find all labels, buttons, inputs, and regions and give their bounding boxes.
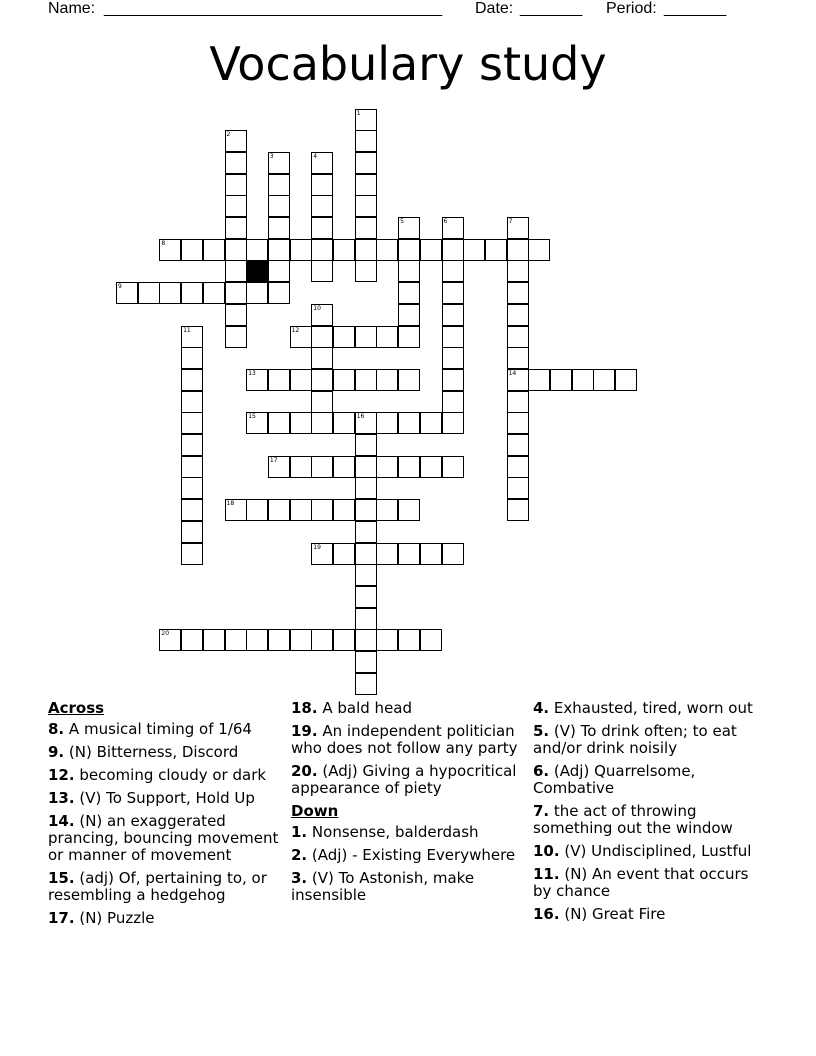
clue-item: [48, 790, 280, 807]
clue-number: 18.: [291, 699, 318, 717]
grid-cell[interactable]: [398, 326, 420, 348]
grid-cell[interactable]: [246, 239, 268, 261]
grid-cell[interactable]: [181, 456, 203, 478]
grid-cell[interactable]: [507, 499, 529, 521]
clue-number: 8.: [48, 720, 65, 738]
grid-cell[interactable]: [485, 239, 507, 261]
date-label: Date:: [475, 0, 514, 17]
grid-cell[interactable]: [398, 304, 420, 326]
clues-column-1: [48, 700, 280, 933]
page-title: Vocabulary study: [209, 37, 607, 91]
grid-cell[interactable]: [311, 391, 333, 413]
clue-item: [48, 813, 280, 864]
grid-cell[interactable]: [398, 543, 420, 565]
grid-cell[interactable]: [268, 152, 290, 174]
grid-cell[interactable]: [593, 369, 615, 391]
clue-number: 4.: [533, 699, 550, 717]
clue-number: 1.: [291, 823, 308, 841]
grid-cell[interactable]: [311, 543, 333, 565]
grid-cell[interactable]: [507, 239, 529, 261]
grid-cell[interactable]: [311, 174, 333, 196]
grid-cell[interactable]: [225, 326, 247, 348]
clue-text: (Adj) Quarrelsome, Combative: [533, 762, 696, 797]
grid-cell[interactable]: [355, 174, 377, 196]
grid-cell[interactable]: [181, 543, 203, 565]
grid-cell[interactable]: [442, 304, 464, 326]
clue-number: 13.: [48, 789, 75, 807]
grid-cell[interactable]: [268, 282, 290, 304]
grid-cell[interactable]: [442, 326, 464, 348]
grid-cell[interactable]: [507, 347, 529, 369]
grid-cell[interactable]: [398, 217, 420, 239]
clue-text: (V) To Support, Hold Up: [79, 789, 255, 807]
grid-cell[interactable]: [420, 629, 442, 651]
grid-cell[interactable]: [442, 282, 464, 304]
grid-cell[interactable]: [507, 477, 529, 499]
grid-cell[interactable]: [550, 369, 572, 391]
grid-cell[interactable]: [355, 260, 377, 282]
clues-column-3: [533, 700, 765, 929]
grid-cell[interactable]: [181, 239, 203, 261]
grid-cell[interactable]: [507, 456, 529, 478]
grid-cell[interactable]: [355, 456, 377, 478]
clue-item: [291, 700, 523, 717]
clue-text: (N) Puzzle: [79, 909, 155, 927]
clue-text: (adj) Of, pertaining to, or resembling a hedgehog: [48, 869, 267, 904]
cell-number: 8: [161, 239, 166, 247]
clue-text: A bald head: [322, 699, 413, 717]
grid-cell[interactable]: [290, 629, 312, 651]
grid-cell[interactable]: [420, 543, 442, 565]
clue-item: [48, 744, 280, 761]
across-heading: Across: [48, 699, 105, 717]
grid-cell[interactable]: [290, 239, 312, 261]
clue-text: the act of throwing something out the window: [533, 802, 733, 837]
grid-cell[interactable]: [507, 412, 529, 434]
clue-number: 19.: [291, 722, 318, 740]
clue-text: (N) Great Fire: [564, 905, 666, 923]
clue-text: (N) Bitterness, Discord: [68, 743, 239, 761]
grid-cell[interactable]: [355, 477, 377, 499]
grid-cell[interactable]: [225, 499, 247, 521]
clue-number: 6.: [533, 762, 550, 780]
down-heading: Down: [291, 802, 339, 820]
grid-cell[interactable]: [398, 629, 420, 651]
grid-cell[interactable]: [290, 456, 312, 478]
grid-cell[interactable]: [507, 434, 529, 456]
grid-cell[interactable]: [246, 629, 268, 651]
clue-text: An independent politician who does not follow any party: [291, 722, 518, 757]
cell-number: 5: [400, 218, 404, 225]
grid-cell[interactable]: [268, 629, 290, 651]
grid-cell[interactable]: [290, 326, 312, 348]
grid-cell[interactable]: [507, 282, 529, 304]
grid-cell[interactable]: [290, 412, 312, 434]
grid-cell[interactable]: [333, 369, 355, 391]
grid-cell[interactable]: [442, 543, 464, 565]
grid-cell[interactable]: [355, 608, 377, 630]
grid-cell[interactable]: [311, 499, 333, 521]
grid-cell[interactable]: [181, 434, 203, 456]
grid-cell[interactable]: [225, 174, 247, 196]
name-field[interactable]: ______________________________________: [104, 0, 443, 17]
name-label: Name:: [48, 0, 96, 17]
grid-cell[interactable]: [311, 347, 333, 369]
grid-cell[interactable]: [311, 412, 333, 434]
clue-text: (V) Undisciplined, Lustful: [564, 842, 752, 860]
grid-cell[interactable]: [355, 543, 377, 565]
grid-cell[interactable]: [311, 456, 333, 478]
grid-cell[interactable]: [507, 369, 529, 391]
grid-cell[interactable]: [333, 239, 355, 261]
grid-cell[interactable]: [442, 369, 464, 391]
cell-number: 20: [161, 630, 170, 638]
grid-cell[interactable]: [355, 152, 377, 174]
grid-cell[interactable]: [355, 673, 377, 695]
clue-item: [533, 803, 765, 837]
grid-cell[interactable]: [376, 629, 398, 651]
cell-number: 13: [248, 369, 256, 377]
grid-cell[interactable]: [225, 152, 247, 174]
grid-cell[interactable]: [246, 412, 268, 434]
grid-cell[interactable]: [181, 629, 203, 651]
clue-number: 5.: [533, 722, 550, 740]
clue-text: Nonsense, balderdash: [311, 823, 479, 841]
grid-cell[interactable]: [376, 412, 398, 434]
down-clue-list: [291, 824, 523, 904]
grid-cell[interactable]: [290, 369, 312, 391]
grid-cell[interactable]: [225, 195, 247, 217]
grid-cell[interactable]: [398, 239, 420, 261]
grid-cell[interactable]: [355, 629, 377, 651]
down-clue-list-continued: [533, 700, 765, 923]
grid-cell[interactable]: [355, 239, 377, 261]
clue-text: (Adj) Giving a hypocritical appearance of piety: [291, 762, 517, 797]
grid-cell[interactable]: [355, 586, 377, 608]
grid-cell[interactable]: [311, 369, 333, 391]
grid-cell[interactable]: [333, 629, 355, 651]
grid-cell[interactable]: [420, 412, 442, 434]
grid-cell[interactable]: [507, 217, 529, 239]
clue-number: 12.: [48, 766, 75, 784]
grid-cell[interactable]: [203, 629, 225, 651]
grid-cell[interactable]: [268, 369, 290, 391]
period-label: Period:: [606, 0, 657, 17]
grid-cell[interactable]: [442, 456, 464, 478]
grid-cell[interactable]: [181, 412, 203, 434]
grid-cell[interactable]: [355, 564, 377, 586]
clue-item: [291, 870, 523, 904]
grid-cell[interactable]: [355, 217, 377, 239]
grid-cell[interactable]: [376, 543, 398, 565]
clue-number: 15.: [48, 869, 75, 887]
grid-cell[interactable]: [225, 304, 247, 326]
clue-item: [291, 824, 523, 841]
clue-item: [533, 866, 765, 900]
grid-cell[interactable]: [225, 130, 247, 152]
grid-cell[interactable]: [311, 217, 333, 239]
grid-cell[interactable]: [181, 391, 203, 413]
cell-number: 10: [313, 304, 321, 312]
cell-number: 12: [291, 326, 300, 334]
grid-cell[interactable]: [159, 282, 181, 304]
cell-number: 6: [443, 218, 448, 225]
grid-cell[interactable]: [333, 543, 355, 565]
clue-text: (V) To Astonish, make insensible: [291, 869, 475, 904]
grid-cell[interactable]: [442, 347, 464, 369]
grid-cell[interactable]: [355, 412, 377, 434]
grid-cell[interactable]: [376, 369, 398, 391]
grid-cell[interactable]: [268, 217, 290, 239]
grid-cell[interactable]: [355, 499, 377, 521]
grid-cell[interactable]: [268, 195, 290, 217]
grid-cell[interactable]: [225, 260, 247, 282]
grid-cell[interactable]: [376, 326, 398, 348]
across-clue-list-continued: [291, 700, 523, 797]
clue-item: [291, 847, 523, 864]
black-cell: [246, 260, 268, 282]
grid-cell[interactable]: [268, 456, 290, 478]
cell-number: 14: [508, 369, 517, 377]
clue-item: [533, 763, 765, 797]
grid-cell[interactable]: [333, 456, 355, 478]
clue-text: (N) An event that occurs by chance: [533, 865, 749, 900]
grid-cell[interactable]: [203, 282, 225, 304]
grid-cell[interactable]: [420, 239, 442, 261]
grid-cell[interactable]: [203, 239, 225, 261]
clue-number: 9.: [48, 743, 65, 761]
grid-cell[interactable]: [311, 629, 333, 651]
grid-cell[interactable]: [311, 260, 333, 282]
grid-cell[interactable]: [159, 239, 181, 261]
cell-number: 15: [248, 413, 256, 421]
grid-cell[interactable]: [376, 456, 398, 478]
grid-cell[interactable]: [442, 260, 464, 282]
clue-number: 16.: [533, 905, 560, 923]
grid-cell[interactable]: [225, 217, 247, 239]
grid-cell[interactable]: [355, 651, 377, 673]
grid-cell[interactable]: [181, 347, 203, 369]
grid-cell[interactable]: [290, 499, 312, 521]
grid-cell[interactable]: [116, 282, 138, 304]
grid-cell[interactable]: [268, 174, 290, 196]
cell-number: 17: [269, 456, 278, 464]
grid-cell[interactable]: [463, 239, 485, 261]
grid-cell[interactable]: [159, 629, 181, 651]
grid-cell[interactable]: [333, 326, 355, 348]
clue-item: [48, 910, 280, 927]
grid-cell[interactable]: [572, 369, 594, 391]
grid-cell[interactable]: [442, 217, 464, 239]
grid-cell[interactable]: [355, 369, 377, 391]
across-clue-list: [48, 721, 280, 927]
clue-number: 7.: [533, 802, 550, 820]
grid-cell[interactable]: [225, 282, 247, 304]
grid-cell[interactable]: [420, 456, 442, 478]
grid-cell[interactable]: [398, 499, 420, 521]
grid-cell[interactable]: [225, 239, 247, 261]
grid-cell[interactable]: [355, 130, 377, 152]
cell-number: 11: [183, 326, 191, 334]
grid-cell[interactable]: [311, 304, 333, 326]
clue-item: [533, 906, 765, 923]
grid-cell[interactable]: [333, 499, 355, 521]
grid-cell[interactable]: [615, 369, 637, 391]
grid-cell[interactable]: [507, 260, 529, 282]
grid-cell[interactable]: [507, 326, 529, 348]
grid-cell[interactable]: [138, 282, 160, 304]
clue-item: [291, 763, 523, 797]
period-field[interactable]: _______: [664, 0, 727, 17]
clue-item: [533, 723, 765, 757]
clue-item: [291, 723, 523, 757]
grid-cell[interactable]: [181, 477, 203, 499]
clue-text: A musical timing of 1/64: [68, 720, 252, 738]
grid-cell[interactable]: [398, 369, 420, 391]
grid-cell[interactable]: [268, 412, 290, 434]
clue-number: 14.: [48, 812, 75, 830]
cell-number: 19: [313, 543, 321, 551]
clue-text: (V) To drink often; to eat and/or drink noisily: [533, 722, 737, 757]
clue-text: (Adj) - Existing Everywhere: [311, 846, 516, 864]
grid-cell[interactable]: [355, 195, 377, 217]
clue-item: [48, 721, 280, 738]
grid-cell[interactable]: [528, 239, 550, 261]
grid-cell[interactable]: [268, 239, 290, 261]
grid-cell[interactable]: [181, 499, 203, 521]
grid-cell[interactable]: [246, 499, 268, 521]
grid-cell[interactable]: [225, 629, 247, 651]
grid-cell[interactable]: [355, 109, 377, 131]
grid-cell[interactable]: [507, 304, 529, 326]
grid-cell[interactable]: [528, 369, 550, 391]
grid-cell[interactable]: [355, 521, 377, 543]
grid-cell[interactable]: [442, 391, 464, 413]
grid-cell[interactable]: [181, 326, 203, 348]
grid-cell[interactable]: [268, 499, 290, 521]
clues-column-2: [291, 700, 523, 910]
clue-number: 17.: [48, 909, 75, 927]
cell-number: 16: [356, 413, 365, 421]
cell-number: 18: [226, 500, 235, 508]
clue-number: 11.: [533, 865, 560, 883]
grid-cell[interactable]: [398, 282, 420, 304]
grid-cell[interactable]: [442, 412, 464, 434]
grid-cell[interactable]: [333, 412, 355, 434]
grid-cell[interactable]: [398, 456, 420, 478]
grid-cell[interactable]: [311, 152, 333, 174]
grid-cell[interactable]: [376, 499, 398, 521]
grid-cell[interactable]: [355, 326, 377, 348]
grid-cell[interactable]: [398, 260, 420, 282]
grid-cell[interactable]: [181, 521, 203, 543]
clue-text: Exhausted, tired, worn out: [553, 699, 753, 717]
clue-number: 3.: [291, 869, 308, 887]
clue-item: [48, 767, 280, 784]
cell-number: 2: [226, 131, 231, 139]
clue-number: 2.: [291, 846, 308, 864]
grid-cell[interactable]: [181, 282, 203, 304]
grid-cell[interactable]: [246, 369, 268, 391]
clue-item: [533, 843, 765, 860]
grid-cell[interactable]: [355, 434, 377, 456]
cell-number: 7: [508, 218, 513, 225]
grid-cell[interactable]: [268, 260, 290, 282]
grid-cell[interactable]: [181, 369, 203, 391]
clue-item: [533, 700, 765, 717]
grid-cell[interactable]: [311, 326, 333, 348]
clue-number: 10.: [533, 842, 560, 860]
grid-cell[interactable]: [442, 239, 464, 261]
clue-text: becoming cloudy or dark: [79, 766, 267, 784]
grid-cell[interactable]: [376, 239, 398, 261]
grid-cell[interactable]: [398, 412, 420, 434]
clue-number: 20.: [291, 762, 318, 780]
clue-item: [48, 870, 280, 904]
cell-number: 4: [313, 152, 318, 160]
grid-cell[interactable]: [311, 195, 333, 217]
clue-text: (N) an exaggerated prancing, bouncing movement or manner of movement: [48, 812, 279, 864]
grid-cell[interactable]: [246, 282, 268, 304]
date-field[interactable]: _______: [520, 0, 583, 17]
grid-cell[interactable]: [311, 239, 333, 261]
cell-number: 3: [269, 152, 274, 160]
cell-number: 1: [356, 109, 361, 117]
grid-cell[interactable]: [507, 391, 529, 413]
cell-number: 9: [118, 283, 122, 291]
